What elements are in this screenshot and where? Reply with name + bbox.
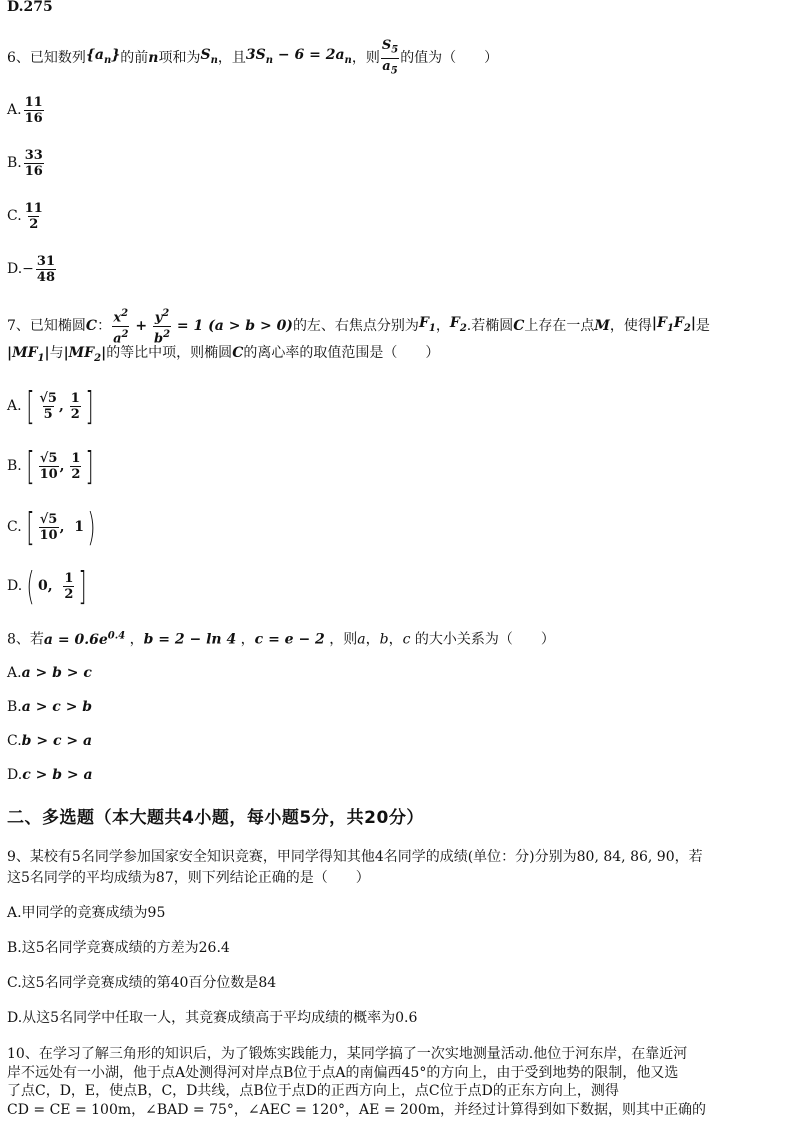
q10-stem-line3: 了点C，D，E，使点B，C，D共线，点B位于点D的正西方向上，点C位于点D的正东方向上，测得 (7, 1083, 619, 1099)
q8-option-b[interactable]: B.a > c > b (7, 699, 93, 715)
q7-option-b[interactable]: B. [ $\frac{√5}{10}$ , $\frac{1}{2}$ ] (7, 444, 94, 488)
q9-stem-line1: 9、某校有5名同学参加国家安全知识竞赛，甲同学得知其他4名同学的成绩(单位：分)分别为80, 84, 86, 90，若 (7, 849, 703, 865)
q6-stem: 6、已知数列 $\{a_n\}$ 的前 n 项和为 $S_n$ ，且 $3S_n - 6 = 2a_n$ ，则 $\frac{S_5}{a_5}$ 的值为（ ） (7, 37, 499, 77)
q8-stem: 8、若$a = 0.6e^{0.4}$ ，b = 2 − ln 4 ，c = e − 2 ，则a，b，c 的大小关系为（ ） (7, 630, 555, 648)
q6-option-a[interactable]: A. $\frac{11}{16}$ (7, 94, 43, 126)
q8-option-c[interactable]: C.b > c > a (7, 733, 93, 749)
q7-option-c[interactable]: C. [ $\frac{√5}{10}$ , 1 ) (7, 505, 96, 549)
q10-stem-line4: CD = CE = 100m，∠BAD = 75°，∠AEC = 120°，AE = 200m，并经过计算得到如下数据，则其中正确的 (7, 1102, 707, 1118)
q6-option-c[interactable]: C. $\frac{11}{2}$ (7, 200, 43, 232)
q8-option-a[interactable]: A.a > b > c (7, 665, 92, 681)
q9-option-b[interactable]: B.这5名同学竞赛成绩的方差为26.4 (7, 940, 230, 956)
q9-option-d[interactable]: D.从这5名同学中任取一人，其竞赛成绩高于平均成绩的概率为0.6 (7, 1010, 418, 1026)
q9-stem-line2: 这5名同学的平均成绩为87，则下列结论正确的是（ ） (7, 870, 370, 886)
q6-fraction-s5-a5: $\frac{S_5}{a_5}$ (381, 37, 399, 77)
q9-option-c[interactable]: C.这5名同学竞赛成绩的第40百分位数是84 (7, 975, 277, 991)
q9-option-a[interactable]: A.甲同学的竞赛成绩为95 (7, 905, 166, 921)
q7-option-a[interactable]: A. [ $\frac{√5}{5}$ , $\frac{1}{2}$ ] (7, 384, 94, 428)
section-heading-multiple-choice: 二、多选题（本大题共4小题，每小题5分，共20分） (7, 808, 424, 828)
q7-stem-line2: $|MF_1|$与$|MF_2|$的等比中项，则椭圆C的离心率的取值范围是（ ） (7, 345, 440, 364)
q7-option-d[interactable]: D. ( 0, $\frac{1}{2}$ ] (7, 564, 87, 608)
q10-stem-line2: 岸不远处有一小湖，他于点A处测得河对岸点B位于点A的南偏西45°的方向上，由于受到地势的限制，他又选 (7, 1065, 679, 1081)
q8-option-d[interactable]: D.c > b > a (7, 767, 93, 783)
q6-option-d[interactable]: D.− $\frac{31}{48}$ (7, 253, 55, 285)
q10-stem-line1: 10、在学习了解三角形的知识后，为了锻炼实践能力，某同学搞了一次实地测量活动.他位于河东岸，在靠近河 (7, 1046, 688, 1062)
q6-option-b[interactable]: B. $\frac{33}{16}$ (7, 147, 43, 179)
prev-option-d: D.275 (7, 0, 53, 15)
q7-stem-line1: 7、已知椭圆 C ： $\frac{x^2}{a^2}$ + $\frac{y^2}{b^2}$ = 1 (a > b > 0) 的左、右焦点分别为 $F_1$ ， $F_2$ .若椭圆 C 上存在一点 M ，使得 $|F_1F_2|$ 是 (7, 308, 710, 346)
